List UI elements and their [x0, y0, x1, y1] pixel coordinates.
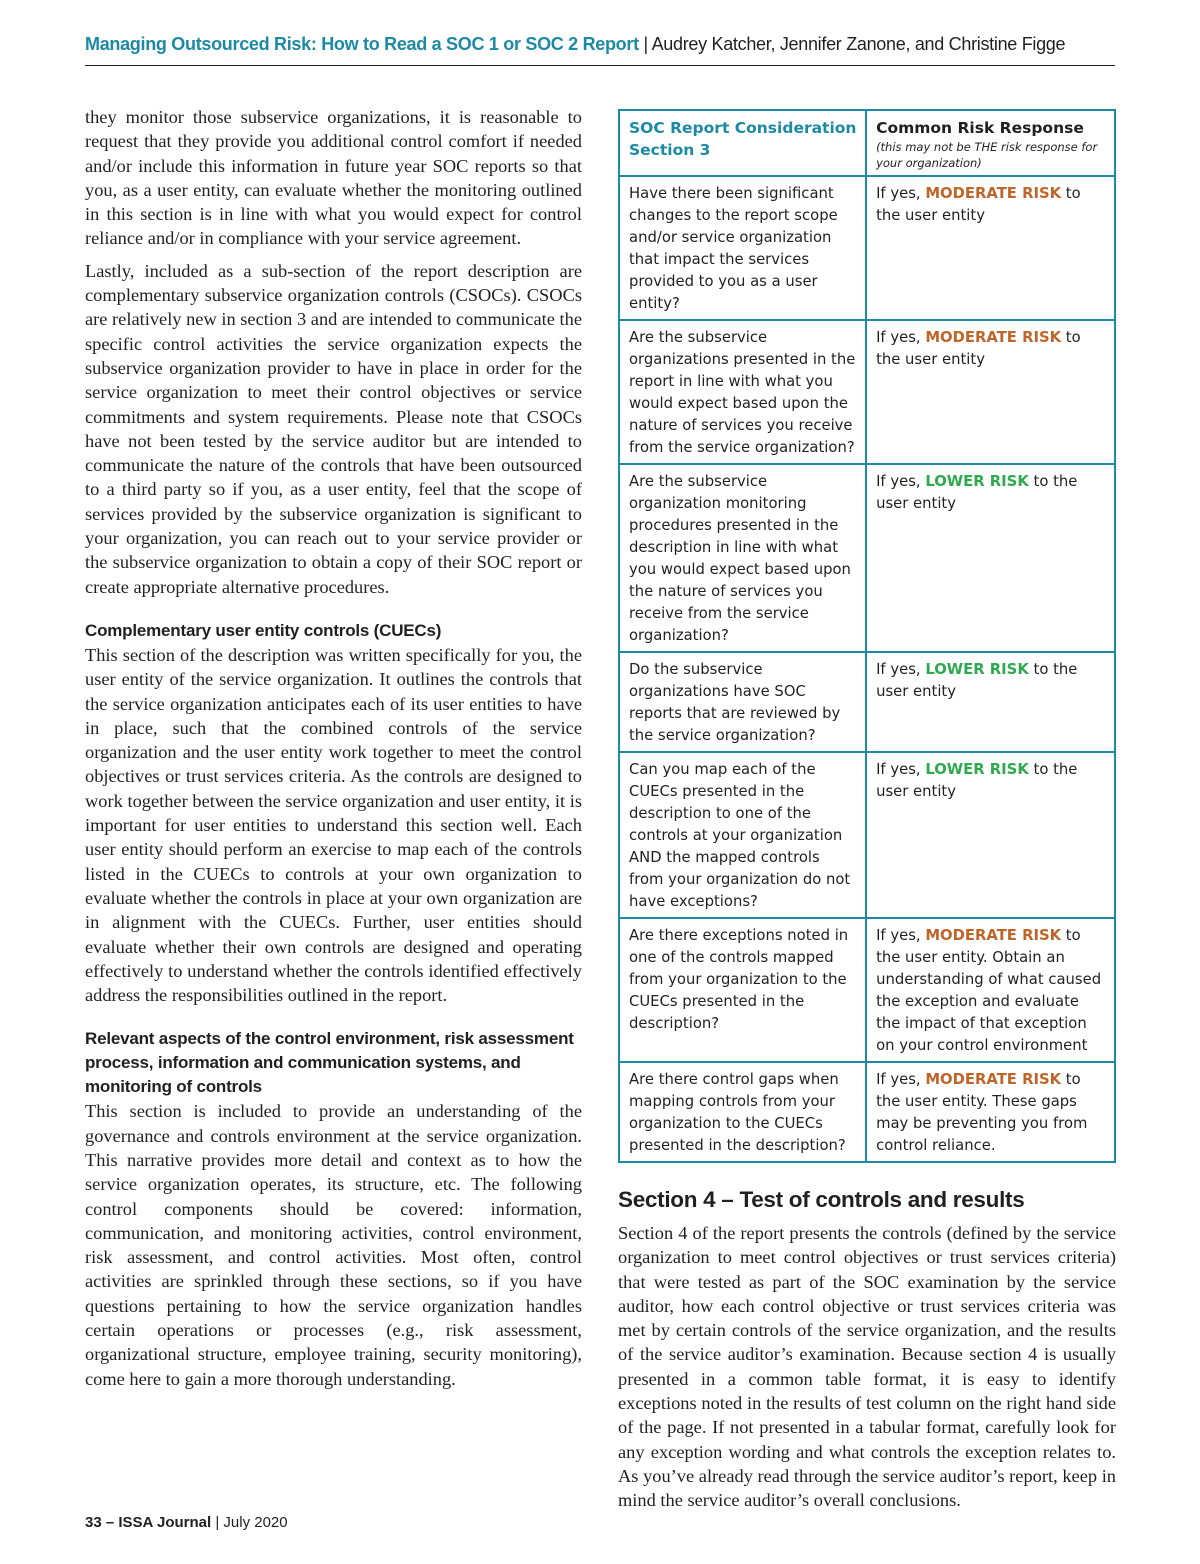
risk-suffix: to the user entity	[876, 661, 1078, 700]
risk-prefix: If yes,	[876, 927, 926, 944]
left-column	[85, 105, 582, 1391]
risk-response	[866, 464, 1115, 652]
risk-level: MODERATE RISK	[925, 329, 1062, 346]
table-header-risk-response	[866, 110, 1115, 176]
footer-date: July 2020	[223, 1514, 288, 1531]
footer-page-journal: 33 – ISSA Journal	[85, 1514, 212, 1531]
table-header-row	[619, 110, 1115, 176]
consideration-question: Are the subservice organization monitoring procedures presented in the description in line with what you would expect based upon the nature of services you receive from the service organization?	[619, 464, 866, 652]
risk-suffix: to the user entity	[876, 185, 1081, 224]
risk-response	[866, 918, 1115, 1062]
consideration-question: Can you map each of the CUECs presented in the description to one of the controls at your organization AND the mapped controls from your organization do not have exceptions?	[619, 752, 866, 918]
risk-response	[866, 752, 1115, 918]
soc-section3-table	[618, 109, 1116, 1163]
risk-level: MODERATE RISK	[925, 185, 1062, 202]
risk-level: LOWER RISK	[925, 661, 1029, 678]
table-row	[619, 918, 1115, 1062]
page-footer	[85, 1514, 288, 1531]
running-header	[85, 34, 1115, 66]
paragraph-control-environment: This section is included to provide an understanding of the governance and controls environment at the service organization. This narrative provides more detail and context as to how the service organization operates, its structure, etc. The following control components should be covered: information, communication, and monitoring activities, control environment, risk assessment, and control activities. Most often, control activities are sprinkled through these sections, so if you have questions pertaining to how the service organization handles certain operations or processes (e.g., risk assessment, organizational structure, employee training, security monitoring), come here to gain a more thorough understanding.	[85, 1101, 582, 1389]
risk-prefix: If yes,	[876, 1071, 926, 1088]
risk-suffix: to the user entity	[876, 329, 1081, 368]
footer-separator: |	[211, 1514, 224, 1531]
risk-suffix: to the user entity. These gaps may be preventing you from control reliance.	[876, 1071, 1088, 1154]
risk-prefix: If yes,	[876, 473, 926, 490]
table-row	[619, 176, 1115, 320]
risk-level: LOWER RISK	[925, 473, 1029, 490]
paragraph-subservice-monitoring: they monitor those subservice organizations, it is reasonable to request that they provide you additional control comfort if needed and/or include this information in future year SOC reports so that you, as a user entity, can evaluate whether the monitoring outlined in this section is in line with what you would expect for control reliance and/or in compliance with your service agreement.	[85, 107, 582, 249]
risk-suffix: to the user entity	[876, 761, 1078, 800]
risk-response	[866, 652, 1115, 752]
section4-paragraph: Section 4 of the report presents the controls (defined by the service organization to meet control objectives or trust services criteria) that were tested as part of the SOC examination by the service auditor, how each control objective or trust services criteria was met by certain controls of the service organization, and the results of the service auditor’s examination. Because section 4 is usually presented in a common table format, it is easy to identify exceptions noted in the results of test column on the right hand side of the page. If not presented in a tabular format, carefully look for any exception wording and what controls the exception relates to. As you’ve already read through the service auditor’s report, keep in mind the service auditor’s overall conclusions.	[618, 1223, 1116, 1511]
risk-suffix: to the user entity. Obtain an understanding of what caused the exception and evaluate the impact of that exception on your control environment	[876, 927, 1102, 1054]
heading-cuecs: Complementary user entity controls (CUECs)	[85, 620, 442, 640]
paragraph-cuecs: This section of the description was written specifically for you, the user entity of the service organization. It outlines the controls that the service organization anticipates each of its user entities to have in place, such that the combined controls of the service organization and the user entity work together to meet the control objectives or trust services criteria. As the controls are designed to work together between the service organization and user entity, it is important for user entities to understand this section well. Each user entity should perform an exercise to map each of the controls listed in the CUECs to controls at your own organization to evaluate whether the controls in place at your own organization are in alignment with the CUECs. Further, user entities should evaluate whether their own controls are designed and operating effectively to understand whether the controls identified effectively address the responsibilities outlined in the report.	[85, 644, 582, 1006]
risk-level: LOWER RISK	[925, 761, 1029, 778]
risk-prefix: If yes,	[876, 661, 926, 678]
table-row	[619, 1062, 1115, 1162]
heading-control-environment: Relevant aspects of the control environment, risk assessment process, information and communication systems, and monitoring of controls	[85, 1029, 574, 1097]
risk-response-title: Common Risk Response	[876, 119, 1084, 137]
risk-prefix: If yes,	[876, 761, 926, 778]
consideration-question: Are there control gaps when mapping controls from your organization to the CUECs presented in the description?	[619, 1062, 866, 1162]
consideration-question: Have there been significant changes to the report scope and/or service organization that impact the services provided to you as a user entity?	[619, 176, 866, 320]
risk-level: MODERATE RISK	[925, 1071, 1062, 1088]
section4-heading: Section 4 – Test of controls and results	[618, 1187, 1025, 1212]
table-row	[619, 464, 1115, 652]
table-row	[619, 320, 1115, 464]
article-title: Managing Outsourced Risk: How to Read a SOC 1 or SOC 2 Report	[85, 34, 639, 54]
right-column	[618, 109, 1116, 1513]
risk-response-note: (this may not be THE risk response for your organization)	[876, 140, 1098, 170]
risk-prefix: If yes,	[876, 185, 926, 202]
risk-response	[866, 320, 1115, 464]
table-header-consideration: SOC Report Consideration Section 3	[619, 110, 866, 176]
header-separator: |	[638, 34, 652, 54]
risk-level: MODERATE RISK	[925, 927, 1062, 944]
consideration-question: Do the subservice organizations have SOC reports that are reviewed by the service organization?	[619, 652, 866, 752]
paragraph-csocs: Lastly, included as a sub-section of the report description are complementary subservice organization controls (CSOCs). CSOCs are relatively new in section 3 and are intended to communicate the specific control activities the service organization expects the subservice organization provider to have in place in order for the service organization to meet their control objectives or service commitments and system requirements. Please note that CSOCs have not been tested by the service auditor but are intended to communicate the nature of the controls that have been outsourced to a third party so if you, as a user entity, feel that the scope of services provided by the subservice organization is significant to your organization, you can reach out to your service provider or the subservice organization to obtain a copy of their SOC report or create appropriate alternative procedures.	[85, 260, 582, 597]
consideration-question: Are there exceptions noted in one of the controls mapped from your organization to the CUECs presented in the description?	[619, 918, 866, 1062]
risk-response	[866, 1062, 1115, 1162]
risk-suffix: to the user entity	[876, 473, 1078, 512]
risk-prefix: If yes,	[876, 329, 926, 346]
consideration-question: Are the subservice organizations presented in the report in line with what you would expect based upon the nature of services you receive from the service organization?	[619, 320, 866, 464]
table-row	[619, 752, 1115, 918]
risk-response	[866, 176, 1115, 320]
article-authors: Audrey Katcher, Jennifer Zanone, and Christine Figge	[651, 34, 1066, 54]
table-row	[619, 652, 1115, 752]
